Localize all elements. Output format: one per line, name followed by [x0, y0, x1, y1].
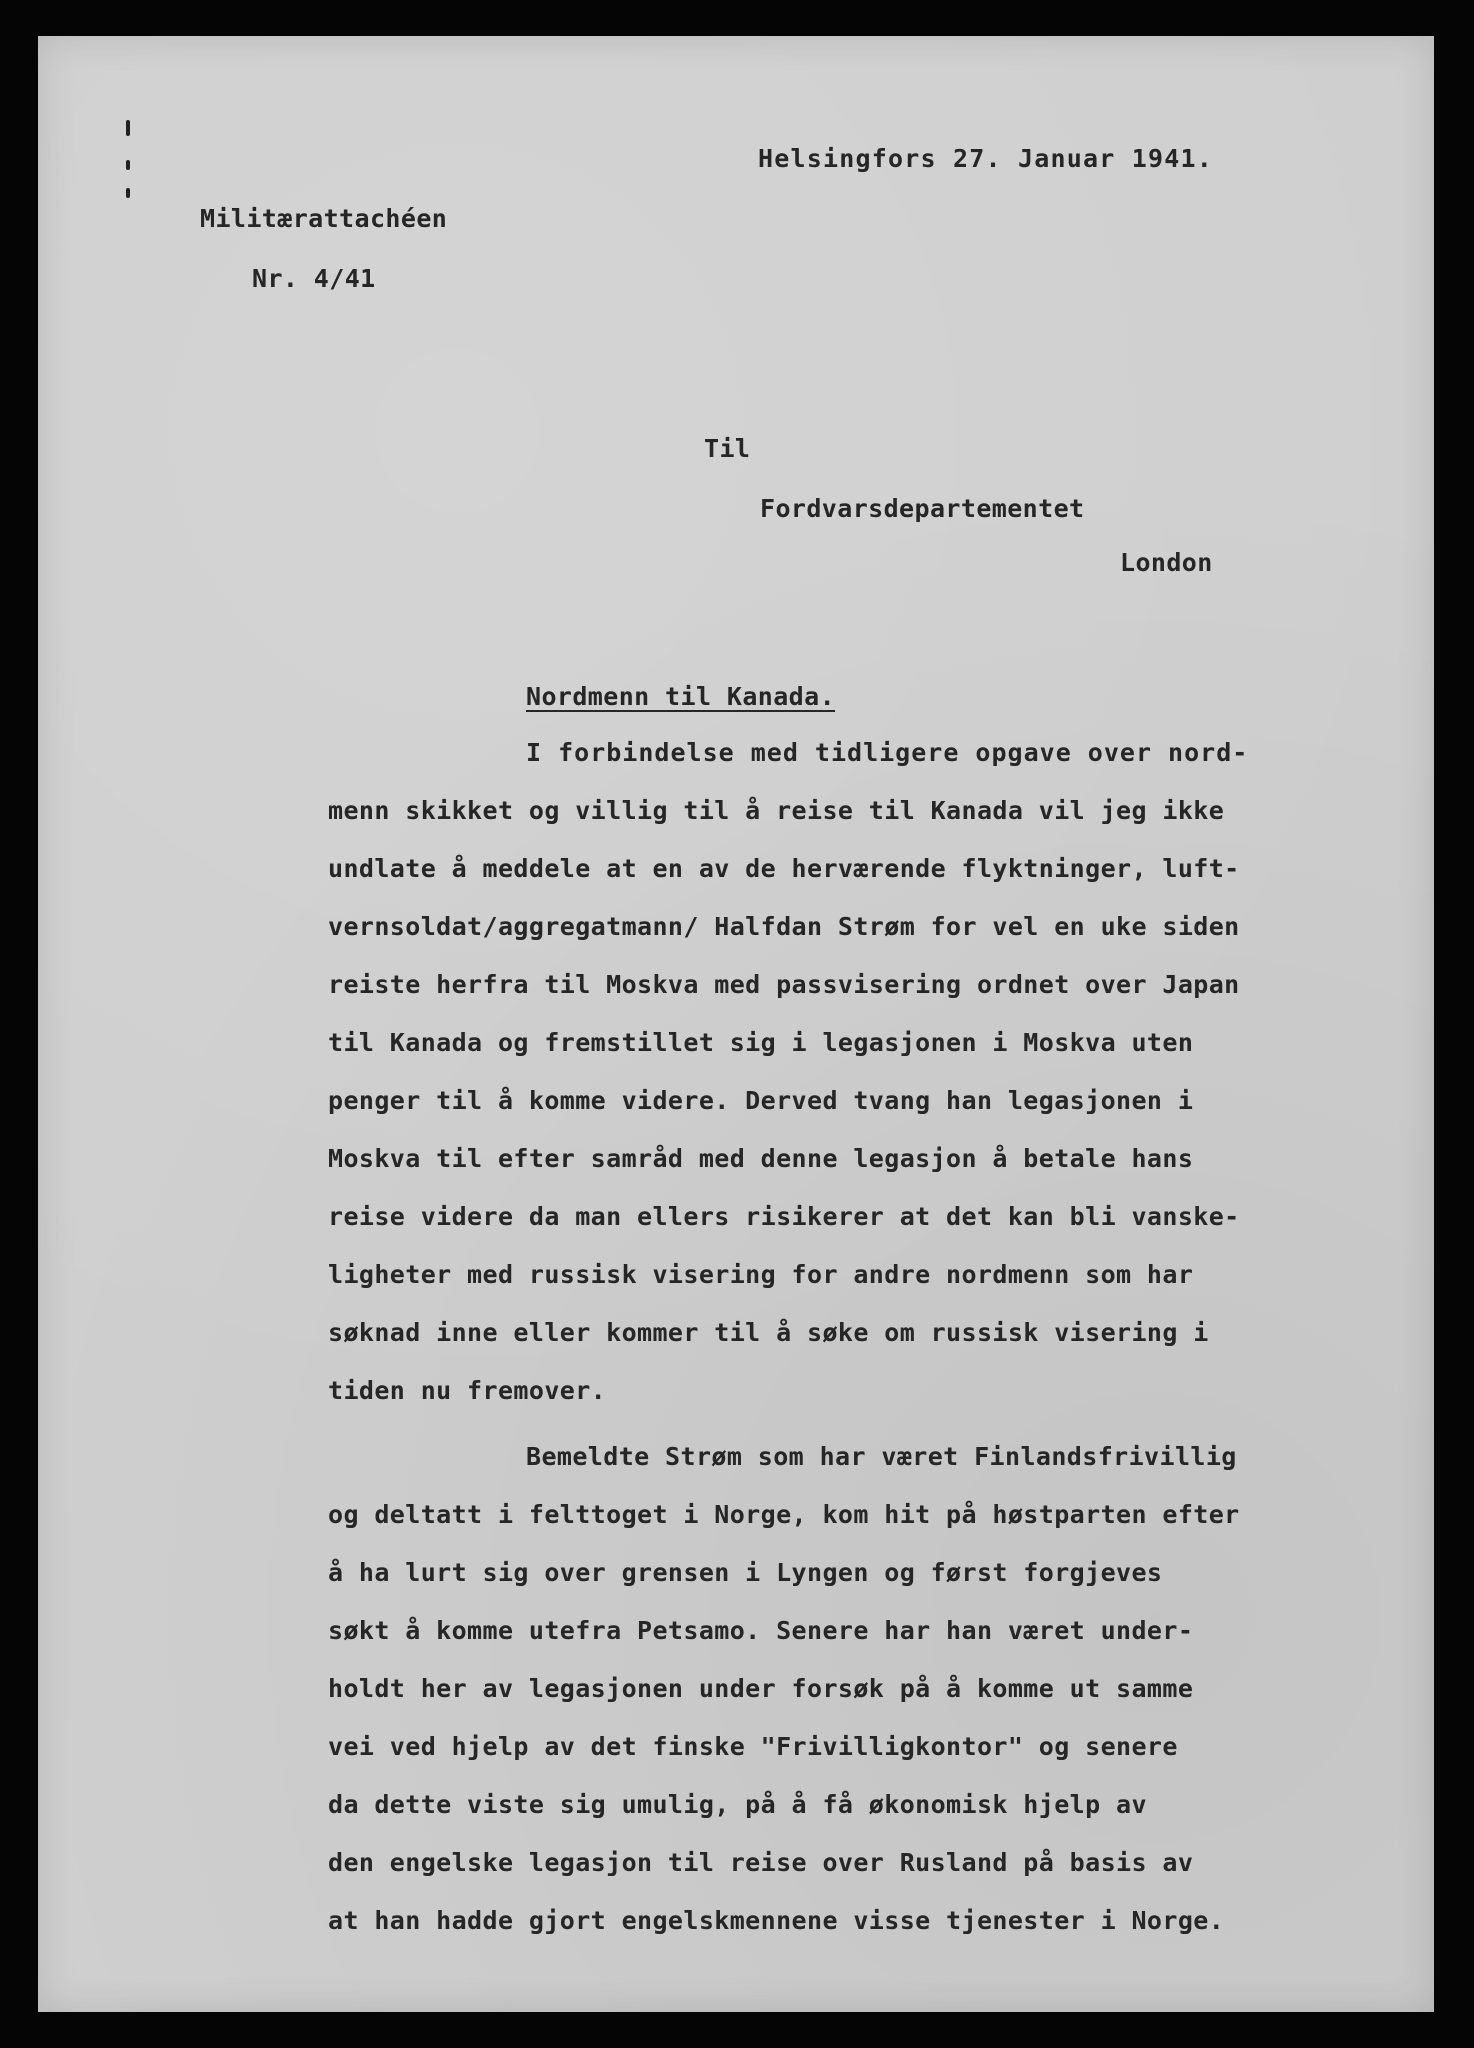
- body-line: penger til å komme videre. Derved tvang han legasjonen i: [328, 1086, 1194, 1115]
- body-line: at han hadde gjort engelskmennene visse tjenester i Norge.: [328, 1906, 1225, 1935]
- recipient-to: Til: [704, 434, 751, 463]
- body-line: til Kanada og fremstillet sig i legasjonen i Moskva uten: [328, 1028, 1194, 1057]
- body-line: holdt her av legasjonen under forsøk på å komme ut samme: [328, 1674, 1194, 1703]
- recipient-city: London: [1120, 548, 1213, 577]
- body-line: ligheter med russisk visering for andre nordmenn som har: [328, 1260, 1194, 1289]
- body-line: undlate å meddele at en av de herværende flyktninger, luft-: [328, 854, 1240, 883]
- body-line: tiden nu fremover.: [328, 1376, 607, 1405]
- punch-mark: [126, 160, 130, 170]
- body-line: og deltatt i felttoget i Norge, kom hit på høstparten efter: [328, 1500, 1240, 1529]
- punch-mark: [126, 120, 130, 136]
- body-line: I forbindelse med tidligere opgave over nord-: [526, 738, 1249, 767]
- body-line: vernsoldat/aggregatmann/ Halfdan Strøm for vel en uke siden: [328, 912, 1240, 941]
- punch-mark: [126, 188, 130, 198]
- body-line: da dette viste sig umulig, på å få økonomisk hjelp av: [328, 1790, 1147, 1819]
- body-line: den engelske legasjon til reise over Rusland på basis av: [328, 1848, 1194, 1877]
- body-line: Moskva til efter samråd med denne legasjon å betale hans: [328, 1144, 1194, 1173]
- reference-number: Nr. 4/41: [252, 264, 376, 293]
- subject-line: Nordmenn til Kanada.: [526, 682, 836, 711]
- body-line: å ha lurt sig over grensen i Lyngen og først forgjeves: [328, 1558, 1163, 1587]
- body-line: søknad inne eller kommer til å søke om russisk visering i: [328, 1318, 1209, 1347]
- sender-title: Militærattachéen: [200, 204, 448, 233]
- document-page: [38, 36, 1434, 2012]
- body-line: vei ved hjelp av det finske "Frivilligkontor" og senere: [328, 1732, 1178, 1761]
- body-line: reiste herfra til Moskva med passvisering ordnet over Japan: [328, 970, 1240, 999]
- body-line: søkt å komme utefra Petsamo. Senere har han været under-: [328, 1616, 1194, 1645]
- body-line: Bemeldte Strøm som har været Finlandsfrivillig: [526, 1442, 1237, 1471]
- recipient-department: Fordvarsdepartementet: [760, 494, 1085, 523]
- body-line: menn skikket og villig til å reise til Kanada vil jeg ikke: [328, 796, 1225, 825]
- place-date: Helsingfors 27. Januar 1941.: [758, 144, 1214, 173]
- body-line: reise videre da man ellers risikerer at det kan bli vanske-: [328, 1202, 1240, 1231]
